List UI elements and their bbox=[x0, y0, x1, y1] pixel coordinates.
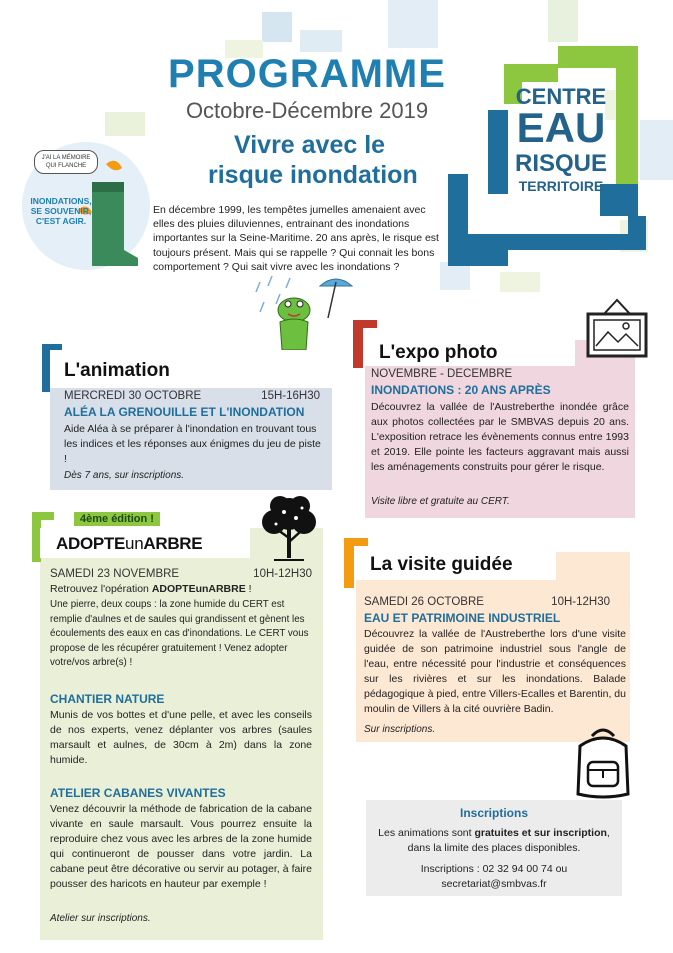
slogan: INONDATIONS, SE SOUVENIR, C'EST AGIR. bbox=[30, 196, 92, 226]
edition-badge: 4ème édition ! bbox=[74, 512, 160, 526]
event-subtitle: ALÉA LA GRENOUILLE ET L'INONDATION bbox=[64, 405, 305, 419]
event-note: Visite libre et gratuite au CERT. bbox=[371, 496, 510, 507]
section-heading: La visite guidée bbox=[370, 554, 513, 575]
page-title: PROGRAMME bbox=[168, 52, 446, 96]
event-note: Atelier sur inscriptions. bbox=[50, 913, 151, 924]
section-expo bbox=[365, 340, 635, 518]
intro-text: En décembre 1999, les tempêtes jumelles amenaient avec elles des pluies diluviennes, entrainant des inondations importantes sur la Seine-Maritime. 20 ans après, le risque est toujours présent. Mais qui se rappelle ? Qui connait les bons comportement ? Qui sait vivre avec les inondations ? bbox=[153, 204, 439, 273]
event-time: 10H-12H30 bbox=[551, 596, 610, 608]
event-note: Dès 7 ans, sur inscriptions. bbox=[64, 470, 185, 481]
event-date: NOVEMBRE - DECEMBRE bbox=[371, 368, 513, 380]
event-subtitle: INONDATIONS : 20 ANS APRÈS bbox=[371, 383, 551, 397]
event-intro: Retrouvez l'opération ADOPTEunARBRE ! bbox=[50, 583, 252, 595]
event-note: Sur inscriptions. bbox=[364, 724, 436, 735]
inscriptions-email[interactable]: secretariat@smbvas.fr bbox=[441, 878, 547, 890]
speech-bubble: J'AI LA MÉMOIRE QUI FLANCHE bbox=[34, 150, 98, 174]
event-date: SAMEDI 26 OCTOBRE bbox=[364, 596, 484, 608]
event-date: SAMEDI 23 NOVEMBRE bbox=[50, 568, 180, 580]
event-description: Une pierre, deux coups : la zone humide du CERT est remplie d'aulnes et de saules qui grandissent et gènent les écoulements des eaux en cas d'inondations. Le CERT vous propose de les récupérer gratuitement ! Venez adopter votre/vos arbre(s) ! bbox=[50, 599, 309, 668]
section-heading: ADOPTEunARBRE bbox=[56, 534, 203, 553]
section-visite-guidee bbox=[356, 552, 630, 742]
inscriptions-line1: Les animations sont gratuites et sur inscription, bbox=[378, 827, 610, 839]
headline-line1: Vivre avec le bbox=[234, 131, 386, 159]
headline bbox=[208, 130, 436, 190]
inscriptions-title: Inscriptions bbox=[459, 806, 528, 820]
tree-icon bbox=[256, 492, 322, 566]
event-subtitle: EAU ET PATRIMOINE INDUSTRIEL bbox=[364, 611, 561, 625]
event-time: 15H-16H30 bbox=[261, 390, 320, 402]
section-heading: L'animation bbox=[64, 360, 170, 381]
section-inscriptions bbox=[366, 800, 622, 896]
frog-umbrella-icon bbox=[250, 272, 360, 352]
headline-line2: risque inondation bbox=[208, 161, 418, 189]
inscriptions-phone: Inscriptions : 02 32 94 00 74 ou bbox=[420, 863, 568, 875]
picture-frame-icon bbox=[582, 298, 652, 360]
logo-line1: CENTRE bbox=[515, 84, 607, 109]
event-time: 10H-12H30 bbox=[253, 568, 312, 580]
cert-logo bbox=[448, 44, 648, 266]
section-adopte-un-arbre bbox=[40, 513, 323, 940]
logo-line2: EAU bbox=[516, 104, 606, 151]
chantier-description: Munis de vos bottes et d'une pelle, et avec les conseils de nos experts, venez déplanter vos arbres (saules marsault et aulnes, de 30cm à 2m) dans la zone humide. bbox=[50, 709, 312, 766]
chantier-title: CHANTIER NATURE bbox=[50, 692, 165, 706]
inscriptions-line2: dans la limite des places disponibles. bbox=[407, 842, 581, 854]
date-line bbox=[364, 596, 610, 608]
page-subtitle: Octobre-Décembre 2019 bbox=[185, 98, 429, 123]
date-line bbox=[50, 568, 312, 580]
section-heading: L'expo photo bbox=[379, 342, 498, 363]
logo-line4: TERRITOIRE bbox=[518, 178, 604, 194]
event-description: Découvrez la vallée de l'Austreberthe inondée grâce aux photos collectées par le SMBVAS depuis 20 ans. L'exposition retrace les évènements connus entre 1993 et 2019. Elle pointe les facteurs aggravant mais aussi les aménagements construits pour gérer le risque. bbox=[371, 401, 629, 473]
logo-line3: RISQUE bbox=[514, 150, 607, 177]
event-date: MERCREDI 30 OCTOBRE bbox=[64, 390, 202, 402]
atelier-description: Venez découvrir la méthode de fabrication de la cabane vivante en saule marsault. Vous pourrez ensuite la reproduire chez vous avec les arbres de la zone humide qui continueront de pousser dans votre jardin. La cabane peut être décorative ou servir au potager, à faire pousser des haricots en hauteur par exemple ! bbox=[50, 803, 312, 890]
event-description: Découvrez la vallée de l'Austreberthe lors d'une visite guidée de son patrimoine industriel sous l'angle de l'eau, entre nécessité pour l'industrie et conséquences sur les rivières et sur les inondations. Balade pédagogique à pied, entre Villers-Ecalles et Barentin, du moulin de Villers à la cité ouvrière Badin. bbox=[364, 628, 626, 715]
event-description: Aide Aléa à se préparer à l'inondation en trouvant tous les indices et les réponses aux énigmes du jeu de piste ! bbox=[64, 423, 321, 465]
flood-memory-badge bbox=[20, 140, 152, 272]
date-line bbox=[64, 390, 320, 402]
backpack-icon bbox=[570, 722, 636, 800]
section-animation bbox=[50, 350, 332, 490]
atelier-title: ATELIER CABANES VIVANTES bbox=[50, 786, 226, 800]
